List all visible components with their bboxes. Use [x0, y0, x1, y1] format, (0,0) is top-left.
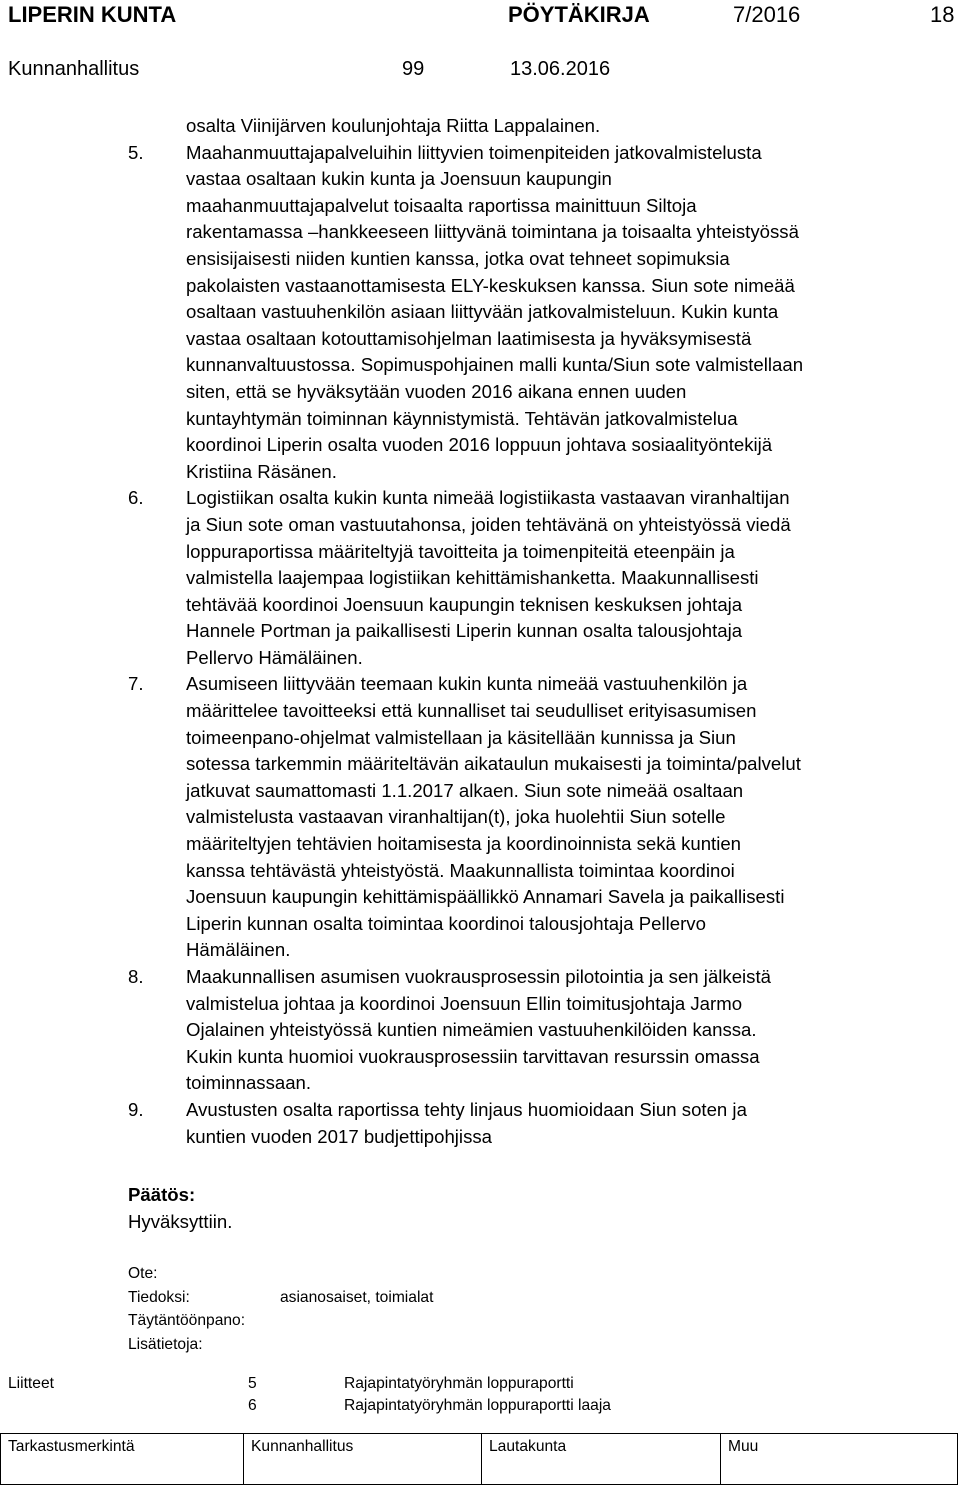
list-item [128, 964, 958, 1097]
footer-divider [0, 1434, 1, 1484]
municipality-name: LIPERIN KUNTA [8, 2, 177, 27]
list-item-line: kuntien vuoden 2017 budjettipohjissa [186, 1125, 492, 1147]
ote-row-value: asianosaiset, toimialat [280, 1288, 434, 1306]
list-item-line: kuntayhtymän toiminnan käynnistymistä. Tehtävän jatkovalmistelua [186, 407, 738, 429]
list-item-line: Logistiikan osalta kukin kunta nimeää logistiikasta vastaavan viranhaltijan [186, 487, 790, 509]
attachment-title[interactable]: Rajapintatyöryhmän loppuraportti [344, 1375, 574, 1392]
attachment-number: 6 [248, 1397, 257, 1414]
list-item-line: kunnanvaltuustossa. Sopimuspohjainen malli kunta/Siun sote valmistellaan [186, 354, 804, 376]
list-item-line: koordinoi Liperin osalta vuoden 2016 loppuun johtava sosiaalityöntekijä [186, 434, 773, 456]
footer-divider [720, 1434, 721, 1484]
list-item-line: Kukin kunta huomioi vuokrausprosessiin tarvittavan resurssin omassa [186, 1045, 760, 1067]
list-item-line: Liperin kunnan osalta toimintaa koordinoi talousjohtaja Pellervo [186, 912, 706, 934]
page-number: 18 [930, 2, 955, 27]
list-item-line: valmistelusta vastaavan viranhaltijan(t), joka huolehtii Siun sotelle [186, 806, 726, 828]
list-item-line: Hämäläinen. [186, 939, 291, 961]
ote-row-label: Täytäntöönpano: [128, 1312, 246, 1329]
list-item-number: 9. [128, 1098, 144, 1120]
list-item-line: loppuraportissa määriteltyjä tavoitteita ja toimenpiteitä eteenpäin ja [186, 540, 735, 562]
ote-row [128, 1309, 245, 1333]
attachment-title[interactable]: Rajapintatyöryhmän loppuraportti laaja [344, 1397, 611, 1414]
footer-cell-committee: Lautakunta [489, 1438, 567, 1455]
list-item [128, 485, 958, 671]
list-item-line: määriteltyjen tehtävien hoitamisesta ja koordinoinnista sekä kuntien [186, 833, 742, 855]
list-item-line: pakolaisten vastaanottamisesta ELY-keskuksen kanssa. Siun sote nimeää [186, 274, 795, 296]
list-item-line: Maakunnallisen asumisen vuokrausprosessin pilotointia ja sen jälkeistä [186, 966, 771, 987]
list-item-line: ensisijaisesti niiden kuntien kanssa, jotka ovat tehneet sopimuksia [186, 247, 730, 269]
ote-row-label: Tiedoksi: [128, 1288, 190, 1306]
list-item-number: 6. [128, 487, 144, 509]
ote-row [128, 1333, 245, 1357]
decision-text: Hyväksyttiin. [128, 1210, 233, 1232]
list-item-line: toiminnassaan. [186, 1072, 312, 1094]
list-item [128, 140, 958, 486]
attachments-label: Liitteet [8, 1375, 54, 1392]
list-item-line: Ojalainen yhteistyössä kuntien nimeämien vastuuhenkilöiden kanssa. [186, 1019, 757, 1041]
decision-block [128, 1182, 232, 1235]
list-item-line: määrittelee tavoitteeksi että kunnalliset tai seudulliset erityisasumisen [186, 700, 757, 722]
list-item-line: osaltaan vastuuhenkilön asiaan liittyvään jatkovalmisteluun. Kukin kunta [186, 301, 779, 323]
list-item-line: tehtävää koordinoi Joensuun kaupungin teknisen keskuksen johtaja [186, 593, 743, 615]
list-item-line: Maahanmuuttajapalveluihin liittyvien toimenpiteiden jatkovalmistelusta [186, 141, 762, 163]
ote-row-label: Lisätietoja: [128, 1335, 203, 1353]
list-item-line: Asumiseen liittyvään teemaan kukin kunta nimeää vastuuhenkilön ja [186, 673, 748, 695]
section-number: 99 [402, 58, 425, 80]
meeting-date: 13.06.2016 [510, 58, 611, 80]
list-item-line: kanssa tehtävästä yhteistyöstä. Maakunnallista toimintaa koordinoi [186, 859, 735, 881]
footer-divider [957, 1434, 958, 1484]
list-item-line: valmistella laajempaa logistiikan kehittämishanketta. Maakunnallisesti [186, 567, 759, 589]
ote-row [128, 1286, 434, 1310]
list-item-line: maahanmuuttajapalvelut toisaalta raportissa mainittuun Siltoja [186, 194, 697, 216]
ote-title: Ote: [128, 1265, 158, 1282]
list-intro [128, 113, 958, 140]
intro-line: osalta Viinijärven koulunjohtaja Riitta Lappalainen. [186, 115, 601, 136]
footer-cell-board: Kunnanhallitus [251, 1438, 354, 1455]
distribution-block [128, 1262, 434, 1356]
list-item-line: ja Siun sote oman vastuutahonsa, joiden tehtävänä on yhteistyössä viedä [186, 513, 791, 535]
footer-cell-inspection: Tarkastusmerkintä [8, 1438, 135, 1455]
list-item-line: Kristiina Räsänen. [186, 460, 337, 482]
meeting-body: Kunnanhallitus [8, 58, 140, 80]
footer-cell-other: Muu [728, 1438, 759, 1455]
footer-divider [481, 1434, 482, 1484]
footer-divider [243, 1434, 244, 1484]
document-number: 7/2016 [733, 2, 801, 27]
list-item-line: sotessa tarkemmin määriteltävän aikataulun mukaisesti ja toiminta/palvelut [186, 753, 801, 775]
list-item-line: Pellervo Hämäläinen. [186, 646, 363, 668]
attachment-number: 5 [248, 1375, 257, 1392]
decision-label: Päätös: [128, 1184, 196, 1205]
numbered-list [128, 113, 958, 1150]
list-item-line: Avustusten osalta raportissa tehty linjaus huomioidaan Siun soten ja [186, 1098, 747, 1120]
list-item-line: valmistelua johtaa ja koordinoi Joensuun Ellin toimitusjohtaja Jarmo [186, 992, 743, 1014]
list-item [128, 1097, 958, 1150]
list-item-number: 8. [128, 966, 144, 987]
list-item-line: vastaa osaltaan kukin kunta ja Joensuun kaupungin [186, 168, 612, 190]
list-item-number: 5. [128, 141, 144, 163]
document-type: PÖYTÄKIRJA [508, 2, 650, 27]
footer-table [0, 1433, 958, 1485]
list-item-line: jatkuvat saumattomasti 1.1.2017 alkaen. Siun sote nimeää osaltaan [186, 779, 744, 801]
list-item-line: vastaa osaltaan kotouttamisohjelman laatimisesta ja hyväksymisestä [186, 327, 752, 349]
list-item-line: siten, että se hyväksytään vuoden 2016 aikana ennen uuden [186, 380, 687, 402]
list-item-line: Hannele Portman ja paikallisesti Liperin kunnan osalta talousjohtaja [186, 620, 743, 642]
list-item-line: toimeenpano-ohjelmat valmistellaan ja käsitellään kunnissa ja Siun [186, 726, 736, 748]
list-item-number: 7. [128, 673, 144, 695]
list-item [128, 671, 958, 964]
list-item-line: Joensuun kaupungin kehittämispäällikkö Annamari Savela ja paikallisesti [186, 886, 785, 908]
list-item-line: rakentamassa –hankkeeseen liittyvänä toimintana ja toisaalta yhteistyössä [186, 221, 799, 243]
